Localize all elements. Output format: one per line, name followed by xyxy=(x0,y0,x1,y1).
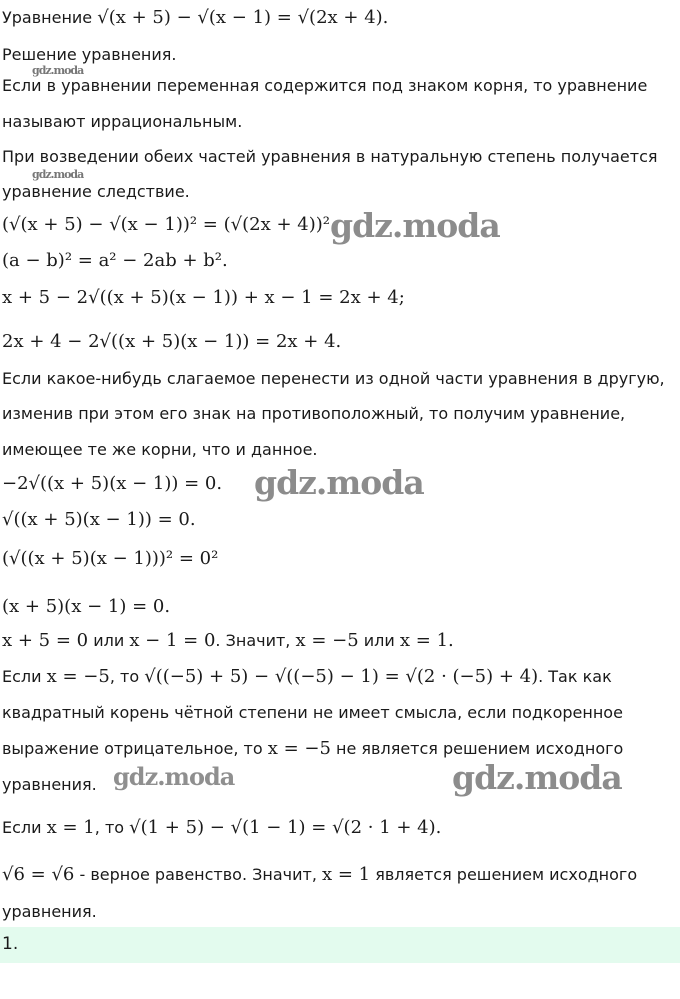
line-18: x + 5 = 0 или x − 1 = 0. Значит, x = −5 или x = 1. xyxy=(2,630,454,651)
line-24: √6 = √6 - верное равенство. Значит, x = 1 является решением исходного xyxy=(2,864,638,885)
line-2: Решение уравнения. xyxy=(2,45,177,64)
line-8: (a − b)² = a² − 2ab + b². xyxy=(2,250,228,271)
line-12: изменив при этом его знак на противоположный, то получим уравнение, xyxy=(2,404,626,423)
line-9: x + 5 − 2√((x + 5)(x − 1)) + x − 1 = 2x + 4; xyxy=(2,287,405,308)
watermark: gdz.moda xyxy=(32,168,84,181)
line-1: Уравнение √(x + 5) − √(x − 1) = √(2x + 4). xyxy=(2,7,389,28)
line-25: уравнения. xyxy=(2,902,97,921)
line-20: квадратный корень чётной степени не имеет смысла, если подкоренное xyxy=(2,703,623,722)
answer-label: 1. xyxy=(2,934,19,954)
line-19: Если x = −5, то √((−5) + 5) − √((−5) − 1) = √(2 · (−5) + 4). Так как xyxy=(2,666,612,687)
watermark: gdz.moda xyxy=(32,64,84,77)
line-4: называют иррациональным. xyxy=(2,112,243,131)
line-15: √((x + 5)(x − 1)) = 0. xyxy=(2,509,196,530)
line-23: Если x = 1, то √(1 + 5) − √(1 − 1) = √(2 · 1 + 4). xyxy=(2,817,442,838)
line-3: Если в уравнении переменная содержится под знаком корня, то уравнение xyxy=(2,76,648,95)
answer-bar xyxy=(0,927,680,963)
watermark: gdz.moda xyxy=(330,206,500,245)
line-11: Если какое-нибудь слагаемое перенести из одной части уравнения в другую, xyxy=(2,369,665,388)
line-5: При возведении обеих частей уравнения в натуральную степень получается xyxy=(2,147,658,166)
watermark: gdz.moda xyxy=(254,463,424,502)
line-14: −2√((x + 5)(x − 1)) = 0. xyxy=(2,473,223,494)
line-16: (√((x + 5)(x − 1)))² = 0² xyxy=(2,548,219,569)
line-10: 2x + 4 − 2√((x + 5)(x − 1)) = 2x + 4. xyxy=(2,331,342,352)
line-7: (√(x + 5) − √(x − 1))² = (√(2x + 4))². xyxy=(2,214,336,235)
watermark: gdz.moda xyxy=(452,758,622,797)
line-21: выражение отрицательное, то x = −5 не является решением исходного xyxy=(2,738,624,759)
watermark: gdz.moda xyxy=(113,762,235,791)
line-22: уравнения. xyxy=(2,775,97,794)
line-6: уравнение следствие. xyxy=(2,182,190,201)
line-13: имеющее те же корни, что и данное. xyxy=(2,440,318,459)
line-17: (x + 5)(x − 1) = 0. xyxy=(2,596,171,617)
